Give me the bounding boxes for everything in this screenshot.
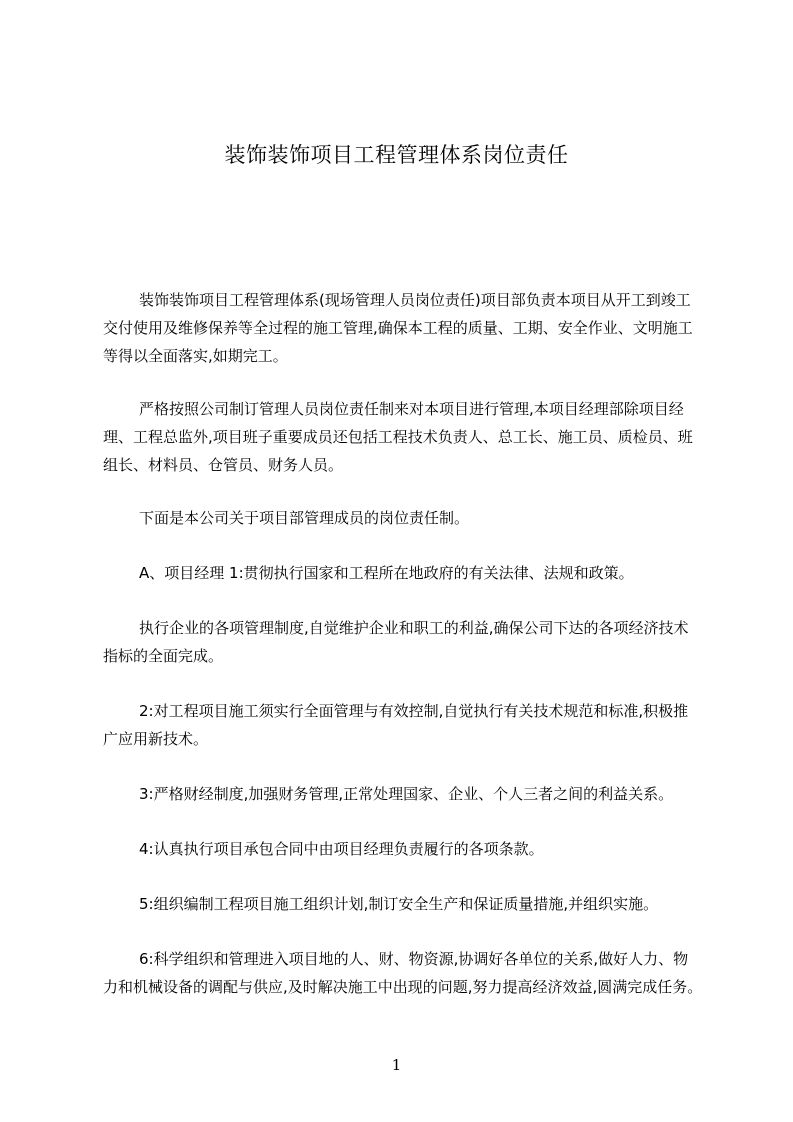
page-number: 1	[391, 1056, 402, 1074]
paragraph-intro: 装饰装饰项目工程管理体系(现场管理人员岗位责任)项目部负责本项目从开工到竣工交付使用及维修保养等全过程的施工管理,确保本工程的质量、工期、安全作业、文明施工等得以全面落实,如期完工。	[103, 291, 693, 365]
paragraph-company-rules: 执行企业的各项管理制度,自觉维护企业和职工的利益,确保公司下达的各项经济技术指标的全面完成。	[103, 619, 689, 665]
paragraph-project-manager-3: 3:严格财经制度,加强财务管理,正常处理国家、企业、个人三者之间的利益关系。	[139, 785, 674, 803]
paragraph-project-manager-6: 6:科学组织和管理进入项目地的人、财、物资源,协调好各单位的关系,做好人力、物力和机械设备的调配与供应,及时解决施工中出现的问题,努力提高经济效益,圆满完成任务。	[103, 950, 703, 996]
paragraph-project-manager-1: A、项目经理 1:贯彻执行国家和工程所在地政府的有关法律、法规和政策。	[139, 564, 634, 582]
paragraph-responsibility-intro: 下面是本公司关于项目部管理成员的岗位责任制。	[139, 509, 470, 527]
paragraph-project-manager-5: 5:组织编制工程项目施工组织计划,制订安全生产和保证质量措施,并组织实施。	[139, 895, 659, 913]
document-body	[103, 286, 703, 1026]
paragraph-project-manager-4: 4:认真执行项目承包合同中由项目经理负责履行的各项条款。	[139, 840, 544, 858]
paragraph-management-staff: 严格按照公司制订管理人员岗位责任制来对本项目进行管理,本项目经理部除项目经理、工程总监外,项目班子重要成员还包括工程技术负责人、总工长、施工员、质检员、班组长、材料员、仓管员、财务人员。	[103, 400, 693, 474]
document-title: 装饰装饰项目工程管理体系岗位责任	[224, 143, 569, 167]
paragraph-project-manager-2: 2:对工程项目施工须实行全面管理与有效控制,自觉执行有关技术规范和标准,积极推广应用新技术。	[103, 702, 689, 748]
